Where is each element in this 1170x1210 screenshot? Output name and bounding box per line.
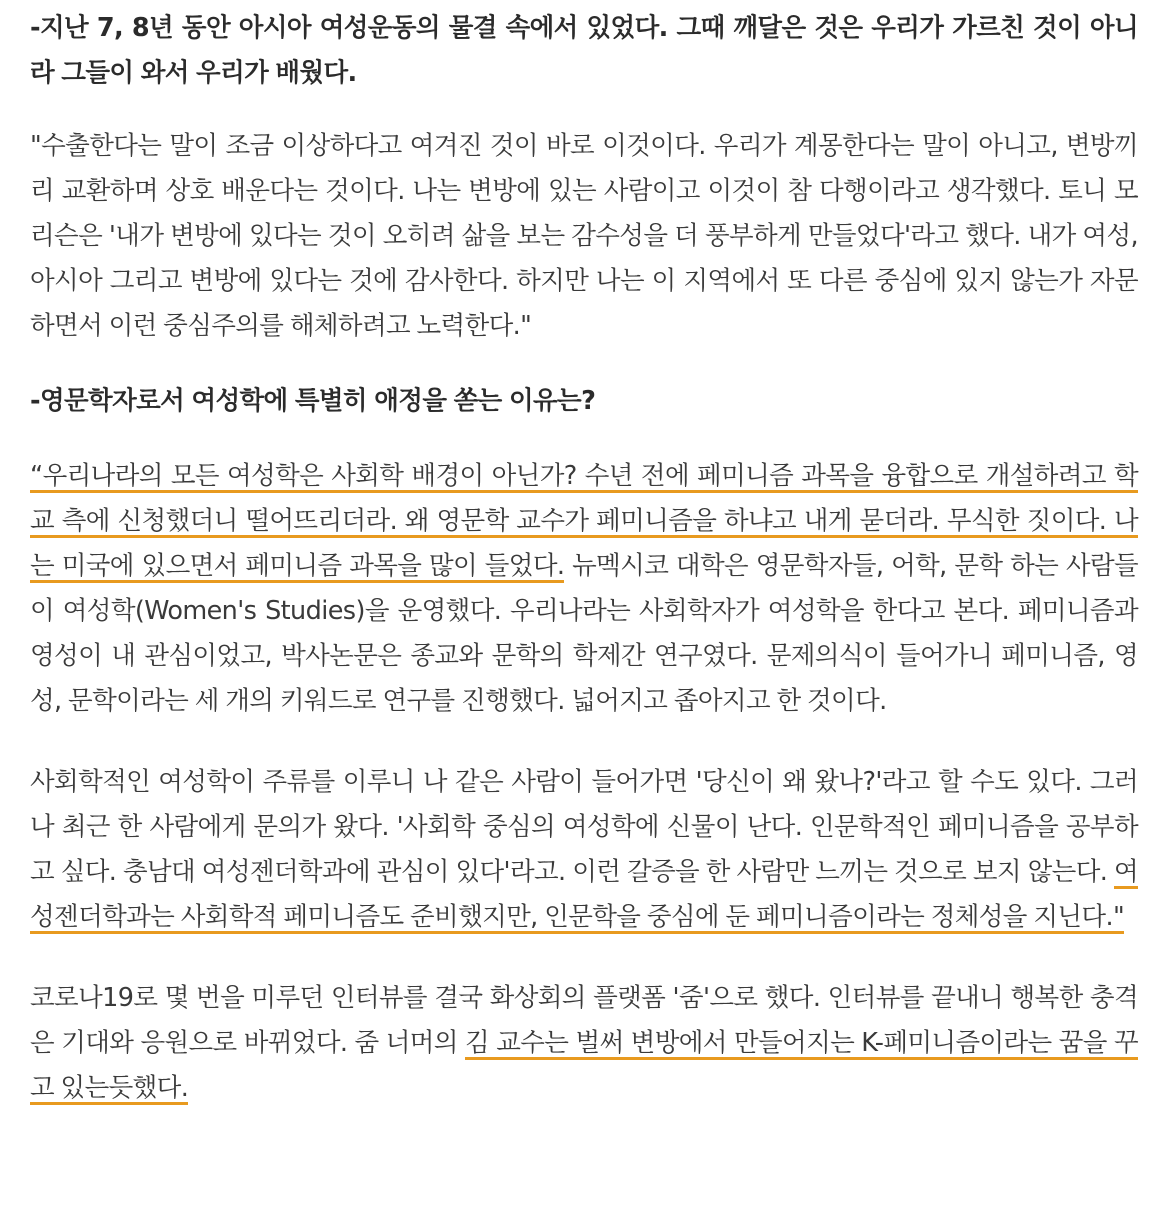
interview-question-2: -영문학자로서 여성학에 특별히 애정을 쏟는 이유는? [30, 386, 596, 416]
highlighted-passage: 여성젠더학과는 사회학적 페미니즘도 준비했지만, 인문학을 중심에 둔 페미니즘이라는 정체성을 지닌다." [30, 857, 1138, 932]
highlighted-passage: 김 교수는 벌써 변방에서 만들어지는 K-페미니즘이라는 꿈을 꾸고 있는듯했다. [30, 1028, 1138, 1103]
closing-paragraph [30, 976, 1138, 1111]
closing-text: 코로나19로 몇 번을 미루던 인터뷰를 결국 화상회의 플랫폼 '줌'으로 했다. 인터뷰를 끝내니 행복한 충격은 기대와 응원으로 바뀌었다. 줌 너머의 [30, 983, 1138, 1058]
interview-answer-3 [30, 760, 1138, 940]
interview-question-1: -지난 7, 8년 동안 아시아 여성운동의 물결 속에서 있었다. 그때 깨달은 것은 우리가 가르친 것이 아니라 그들이 와서 우리가 배웠다. [30, 13, 1138, 88]
article-body [30, 6, 1138, 1111]
highlighted-passage: “우리나라의 모든 여성학은 사회학 배경이 아닌가? 수년 전에 페미니즘 과목을 융합으로 개설하려고 학교 측에 신청했더니 떨어뜨리더라. 왜 영문학 교수가 페미니즘을 하냐고 내게 묻더라. 무식한 짓이다. 나는 미국에 있으면서 페미니즘 과목을 많이 들었다. [30, 461, 1138, 581]
answer-text: 뉴멕시코 대학은 영문학자들, 어학, 문학 하는 사람들이 여성학(Women's Studies)을 운영했다. 우리나라는 사회학자가 여성학을 한다고 본다. 페미니즘과 영성이 내 관심이었고, 박사논문은 종교와 문학의 학제간 연구였다. 문제의식이 들어가니 페미니즘, 영성, 문학이라는 세 개의 키워드로 연구를 진행했다. 넓어지고 좁아지고 한 것이다. [30, 551, 1139, 716]
interview-answer-1: "수출한다는 말이 조금 이상하다고 여겨진 것이 바로 이것이다. 우리가 계몽한다는 말이 아니고, 변방끼리 교환하며 상호 배운다는 것이다. 나는 변방에 있는 사람이고 이것이 참 다행이라고 생각했다. 토니 모리슨은 '내가 변방에 있다는 것이 오히려 삶을 보는 감수성을 더 풍부하게 만들었다'라고 했다. 내가 여성, 아시아 그리고 변방에 있다는 것에 감사한다. 하지만 나는 이 지역에서 또 다른 중심에 있지 않는가 자문하면서 이런 중심주의를 해체하려고 노력한다." [30, 131, 1138, 341]
answer-text: 사회학적인 여성학이 주류를 이루니 나 같은 사람이 들어가면 '당신이 왜 왔나?'라고 할 수도 있다. 그러나 최근 한 사람에게 문의가 왔다. '사회학 중심의 여성학에 신물이 난다. 인문학적인 페미니즘을 공부하고 싶다. 충남대 여성젠더학과에 관심이 있다'라고. 이런 갈증을 한 사람만 느끼는 것으로 보지 않는다. [30, 767, 1138, 887]
interview-answer-2 [30, 454, 1138, 724]
